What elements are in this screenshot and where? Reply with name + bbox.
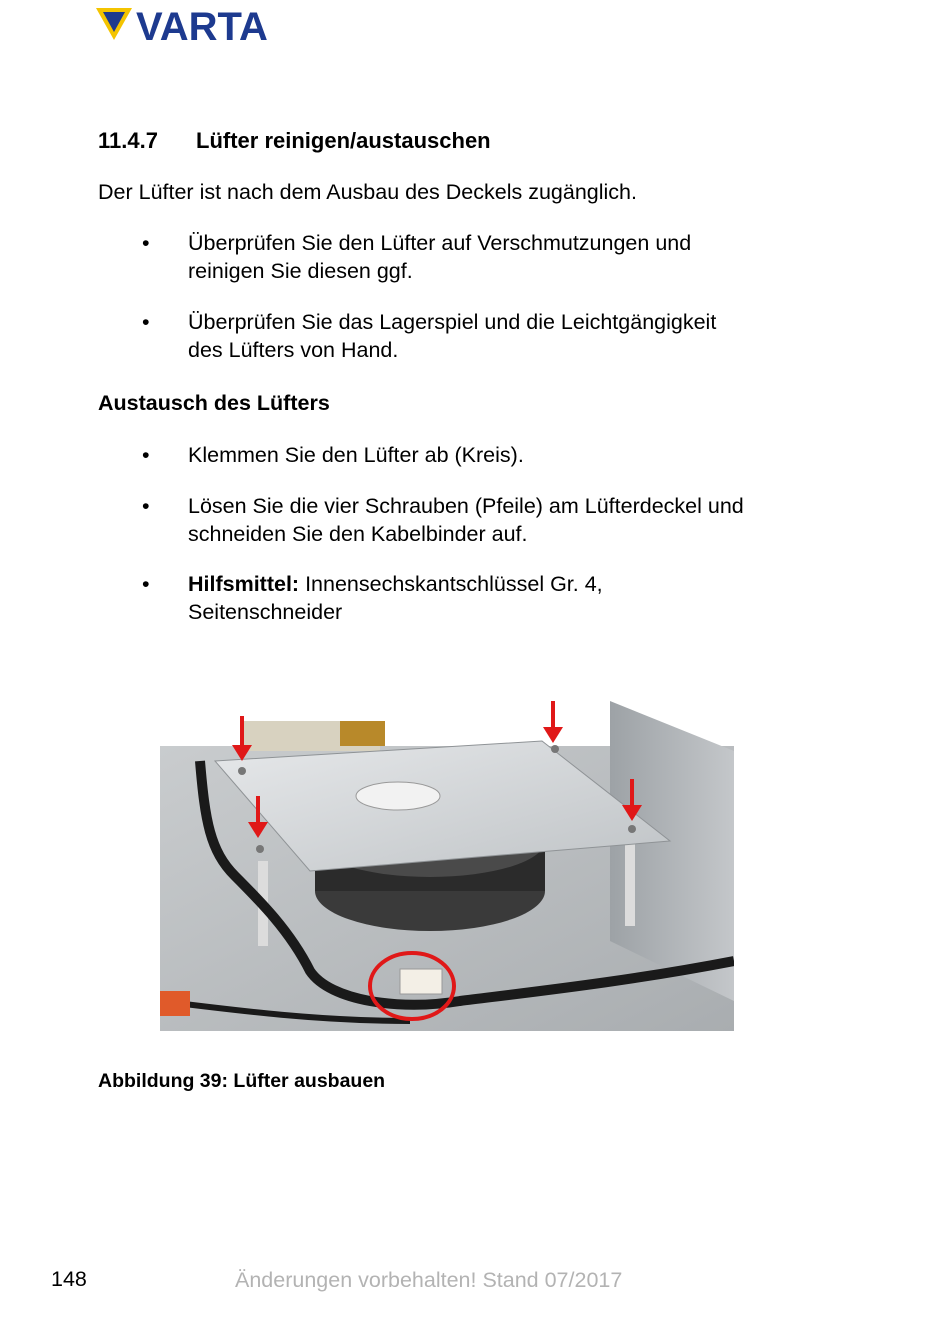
subheading: Austausch des Lüfters (98, 391, 330, 415)
bullet-line: Klemmen Sie den Lüfter ab (Kreis). (188, 443, 524, 467)
bullet-symbol: • (142, 443, 150, 467)
bullet-line: Überprüfen Sie das Lagerspiel und die Leichtgängigkeit (188, 310, 717, 334)
section-number: 11.4.7 (98, 128, 158, 153)
bullet-symbol: • (142, 310, 150, 334)
connector (400, 969, 442, 994)
bullet-symbol: • (142, 231, 150, 255)
bullet-line: schneiden Sie den Kabelbinder auf. (188, 522, 528, 546)
varta-logo (96, 6, 306, 44)
page-number: 148 (51, 1267, 87, 1291)
bullet-line: Lösen Sie die vier Schrauben (Pfeile) am Lüfterdeckel und (188, 494, 744, 518)
fan-photo (160, 701, 734, 1031)
screw (256, 845, 264, 853)
intro-paragraph: Der Lüfter ist nach dem Ausbau des Deckels zugänglich. (98, 180, 637, 204)
section-title: Lüfter reinigen/austauschen (196, 128, 491, 153)
bullet-line: des Lüfters von Hand. (188, 338, 399, 362)
bullet-line (188, 570, 828, 598)
footer-note: Änderungen vorbehalten! Stand 07/2017 (235, 1268, 623, 1292)
screw (238, 767, 246, 775)
bullet-line: reinigen Sie diesen ggf. (188, 259, 413, 283)
figure-caption: Abbildung 39: Lüfter ausbauen (98, 1070, 386, 1092)
screw (551, 745, 559, 753)
bullet-symbol: • (142, 572, 150, 596)
bullet-line: Seitenschneider (188, 600, 343, 624)
tools-label: Hilfsmittel: (188, 572, 300, 596)
fan-label (356, 782, 440, 810)
tools-text: Innensechskantschlüssel Gr. 4, (299, 572, 603, 596)
bullet-line: Überprüfen Sie den Lüfter auf Verschmutzungen und (188, 231, 692, 255)
brand-wordmark: VARTA (136, 6, 268, 44)
section-heading (98, 128, 491, 154)
bullet-symbol: • (142, 494, 150, 518)
screw (628, 825, 636, 833)
